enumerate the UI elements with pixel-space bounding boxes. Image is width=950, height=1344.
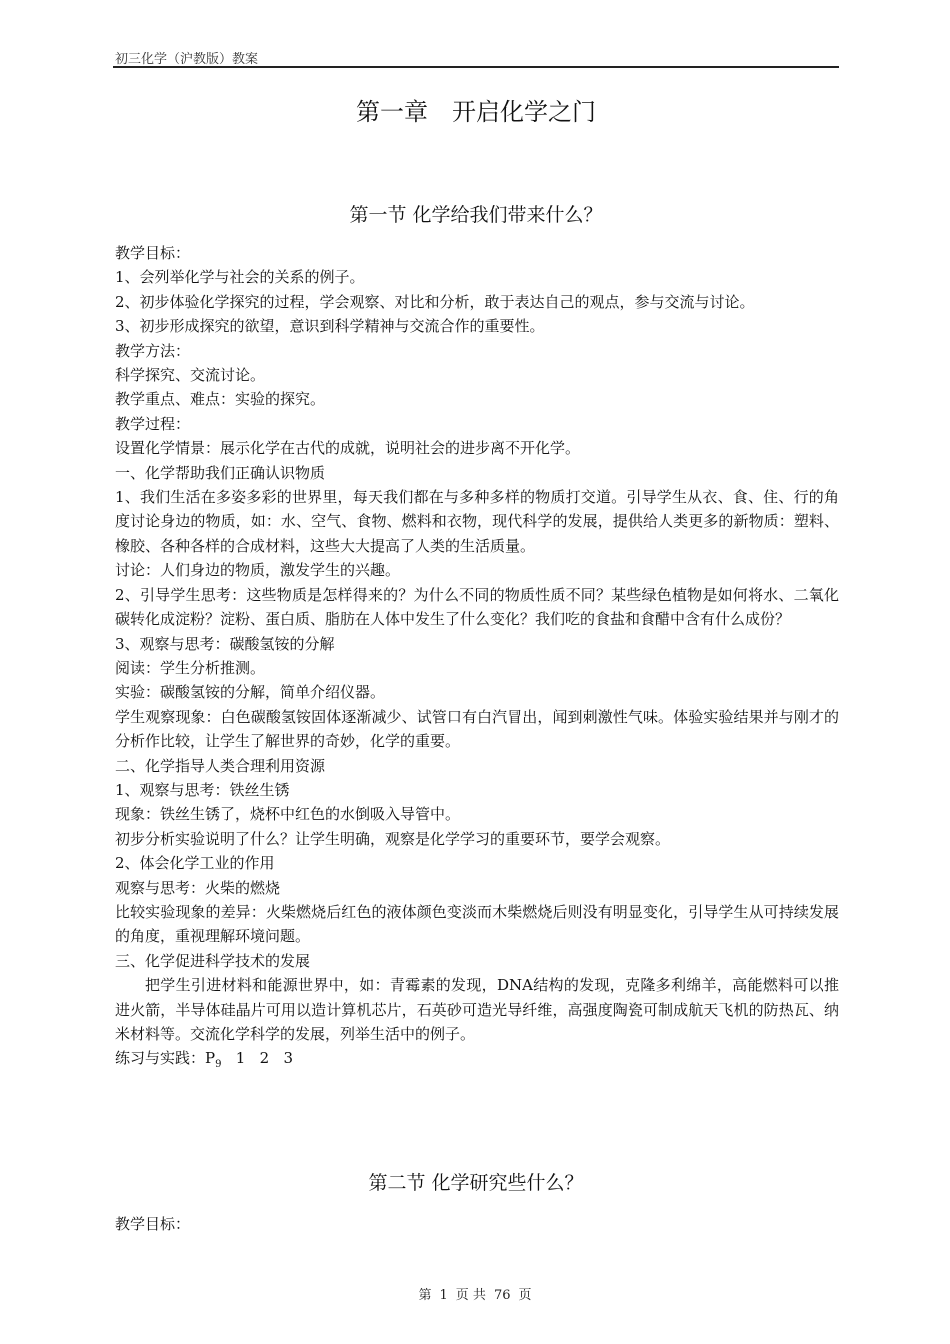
paragraph: 讨论：人们身边的物质，激发学生的兴趣。 (115, 561, 401, 580)
paragraph: 二、化学指导人类合理利用资源 (115, 756, 326, 775)
practice-line (115, 1046, 839, 1077)
footer-label-page: 第 (418, 1288, 432, 1303)
paragraph: 一、化学帮助我们正确认识物质 (115, 463, 326, 482)
footer-label-of: 页 共 (455, 1288, 486, 1303)
paragraph: 教学过程： (115, 414, 191, 433)
paragraph: 2、引导学生思考：这些物质是怎样得来的？为什么不同的物质性质不同？某些绿色植物是如何将水、二氧化碳转化成淀粉？淀粉、蛋白质、脂肪在人体中发生了什么变化？我们吃的食盐和食醋中含有什么成份？ (115, 585, 839, 629)
paragraph: 教学重点、难点：实验的探究。 (115, 390, 326, 409)
paragraph: 设置化学情景：展示化学在古代的成就，说明社会的进步离不开化学。 (115, 439, 581, 458)
paragraph: 3、初步形成探究的欲望，意识到科学精神与交流合作的重要性。 (115, 317, 545, 336)
paragraph: 三、化学促进科学技术的发展 (115, 951, 311, 970)
practice-prefix: 练习与实践：P (115, 1049, 216, 1068)
paragraph: 2、初步体验化学探究的过程，学会观察、对比和分析，敢于表达自己的观点，参与交流与讨论。 (115, 292, 755, 311)
indented-paragraph: 把学生引进材料和能源世界中，如：青霉素的发现，DNA结构的发现，克隆多利绵羊，高能燃料可以推进火箭，半导体硅晶片可用以造计算机芯片，石英砂可造光导纤维，高强度陶瓷可制成航天飞机的防热瓦、纳米材料等。交流化学科学的发展，列举生活中的例子。 (115, 976, 839, 1043)
paragraph: 教学方法： (115, 341, 191, 360)
running-header: 初三化学（沪教版）教案 (115, 52, 259, 67)
paragraph: 3、观察与思考：碳酸氢铵的分解 (115, 634, 335, 653)
footer-total-pages: 76 (493, 1288, 511, 1303)
paragraph: 教学目标： (115, 244, 191, 262)
paragraph: 教学目标： (115, 1215, 191, 1233)
chapter-title: 第一章 开启化学之门 (356, 98, 596, 126)
paragraph: 1、观察与思考：铁丝生锈 (115, 780, 290, 799)
paragraph: 1、会列举化学与社会的关系的例子。 (115, 268, 365, 287)
paragraph: 学生观察现象：白色碳酸氢铵固体逐渐减少、试管口有白汽冒出，闻到刺激性气味。体验实验结果并与刚才的分析作比较，让学生了解世界的奇妙，化学的重要。 (115, 707, 839, 751)
page-footer (0, 1284, 950, 1303)
paragraph: 2、体会化学工业的作用 (115, 854, 275, 873)
paragraph: 初步分析实验说明了什么？让学生明确，观察是化学学习的重要环节，要学会观察。 (115, 829, 671, 848)
header-divider (113, 66, 839, 68)
section-title-2: 第二节 化学研究些什么？ (368, 1172, 584, 1194)
paragraph: 阅读：学生分析推测。 (115, 658, 266, 677)
paragraph: 观察与思考：火柴的燃烧 (115, 878, 281, 897)
footer-label-end: 页 (518, 1288, 532, 1303)
practice-items: 1 2 3 (221, 1049, 294, 1068)
section-title-1: 第一节 化学给我们带来什么？ (349, 204, 603, 226)
practice-page-subscript: 9 (215, 1059, 222, 1071)
paragraph: 实验：碳酸氢铵的分解，简单介绍仪器。 (115, 683, 386, 702)
paragraph: 现象：铁丝生锈了，烧杯中红色的水倒吸入导管中。 (115, 805, 461, 824)
footer-current-page: 1 (439, 1288, 448, 1303)
section-2-body (115, 1212, 839, 1236)
paragraph: 1、我们生活在多姿多彩的世界里，每天我们都在与多种多样的物质打交道。引导学生从衣、食、住、行的角度讨论身边的物质，如：水、空气、食物、燃料和衣物，现代科学的发展，提供给人类更多的新物质：塑料、橡胶、各种各样的合成材料，这些大大提高了人类的生活质量。 (115, 488, 839, 555)
paragraph: 科学探究、交流讨论。 (115, 366, 266, 385)
paragraph: 比较实验现象的差异：火柴燃烧后红色的液体颜色变淡而木柴燃烧后则没有明显变化，引导学生从可持续发展的角度，重视理解环境问题。 (115, 902, 839, 946)
section-1-body (115, 241, 839, 1078)
